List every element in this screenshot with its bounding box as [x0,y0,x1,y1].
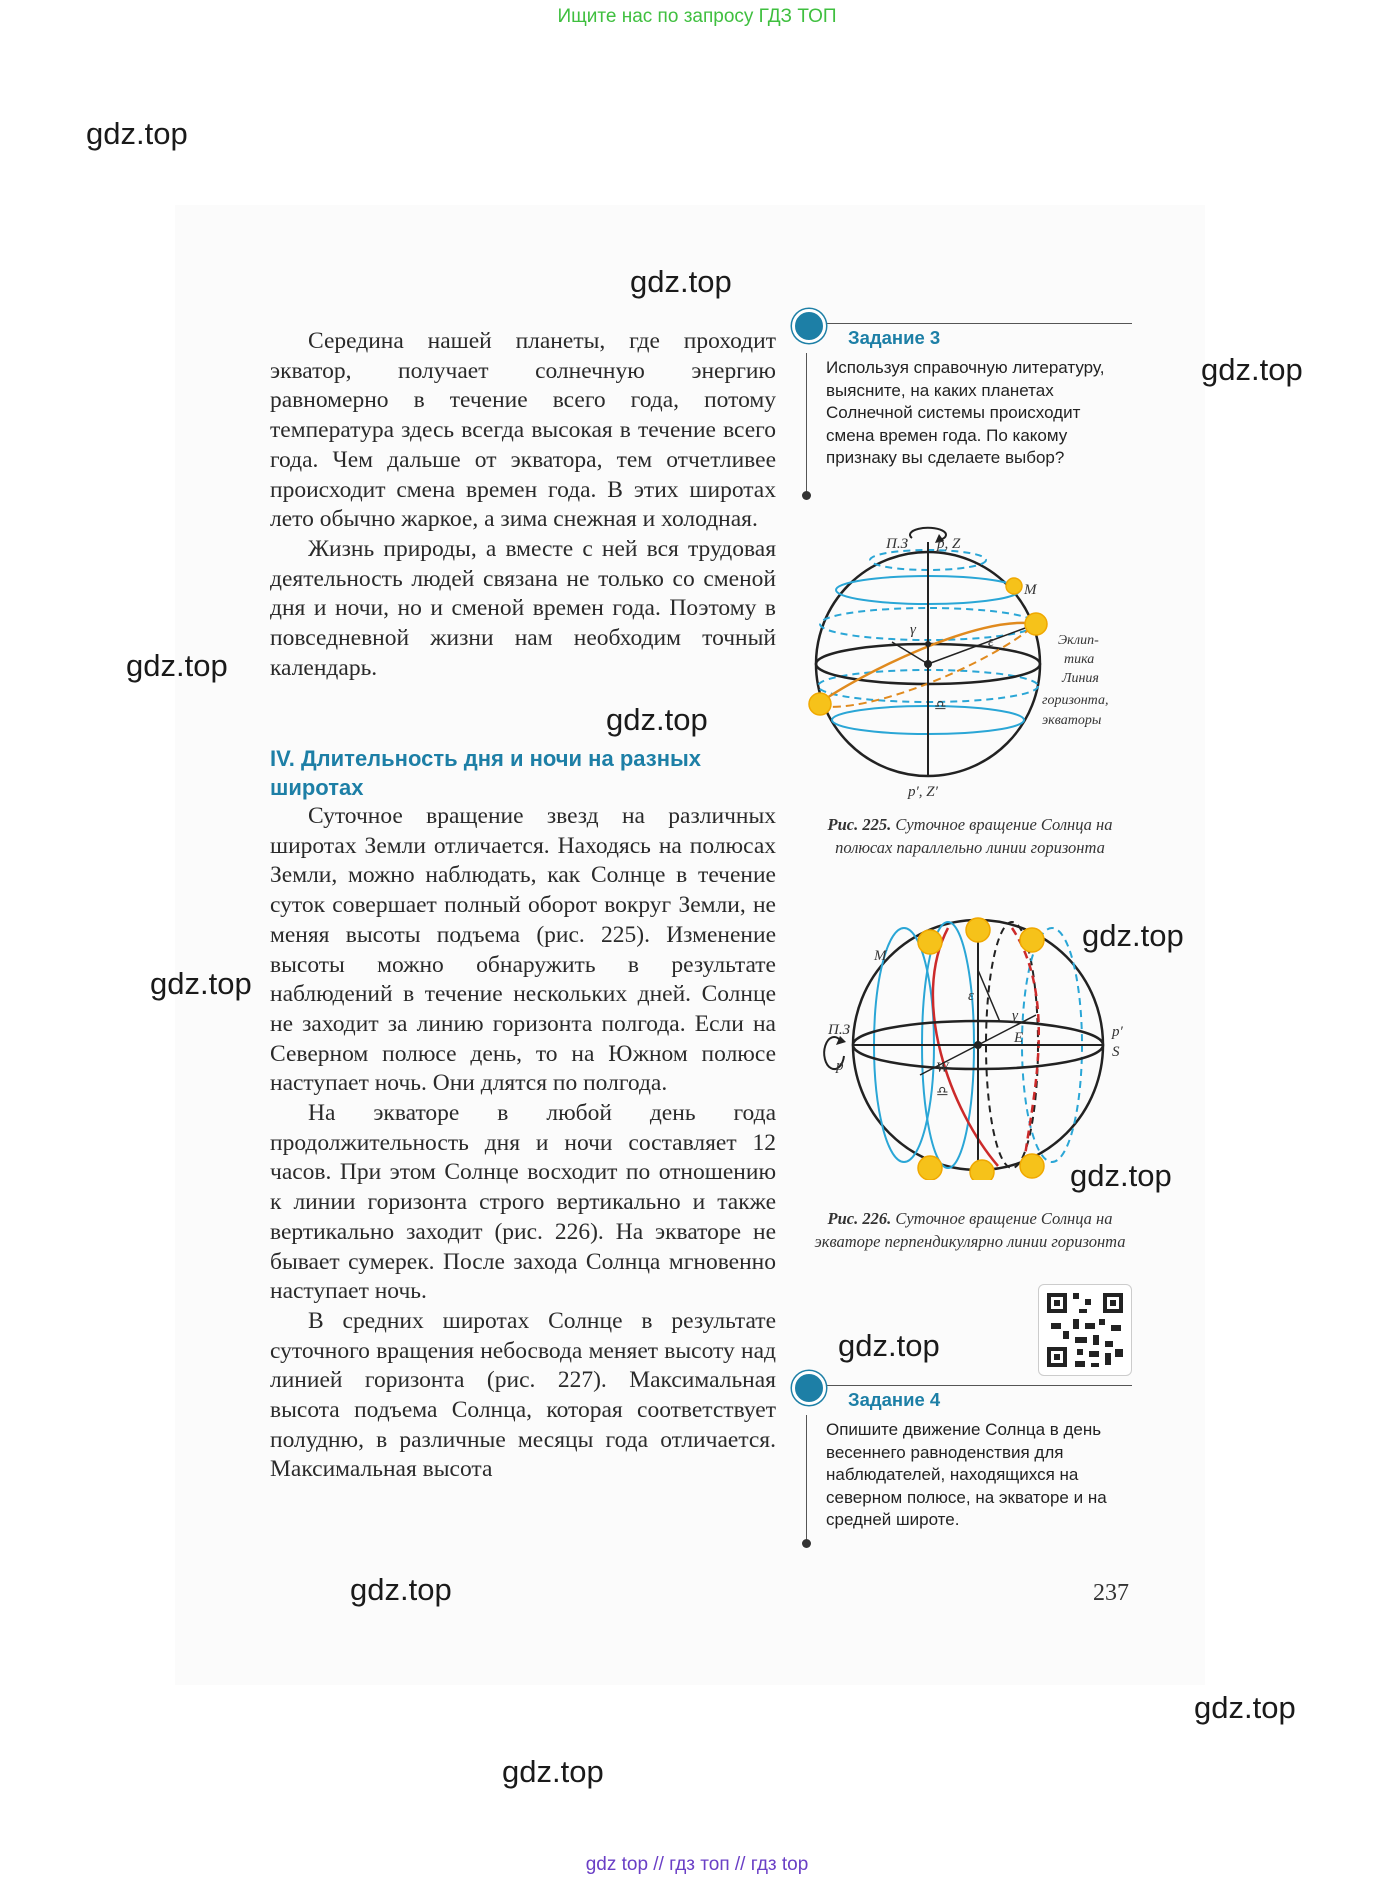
task-text: Используя справочную литературу, выясните, на каких планетах Солнечной системы происходит смена времен года. По какому признаку вы сделаете выбор? [826,358,1105,468]
figure-226-caption [800,1208,1140,1253]
caption-text: Суточное вращение Солнца на экваторе перпендикулярно линии горизонта [814,1209,1126,1251]
label-s: S [1112,1044,1120,1060]
watermark: gdz.top [1082,918,1184,953]
label-eps: ε [968,988,974,1004]
label-pp: p′ [1112,1024,1123,1040]
paragraph: Середина нашей планеты, где проходит экватор, получает солнечную энергию равномерно в течение всего года, потому температура здесь всегда высокая в течение всего года. Чем дальше от экватора, тем отчетливее происходит смена времен года. В этих широтах лето обычно жаркое, а зима снежная и холодная. [270,328,776,533]
watermark: gdz.top [150,966,252,1001]
text-block-latitudes [270,802,776,1485]
watermark: gdz.top [1070,1158,1172,1193]
watermark: gdz.top [126,648,228,683]
label-side: Эклип- [1058,633,1099,648]
label-w: W [936,1060,949,1076]
label-top: p, Z [937,536,961,552]
figure-225-polar-sphere [800,514,1140,804]
paragraph: На экваторе в любой день года продолжительность дня и ночи составляет 12 часов. При этом Солнце восходит по отношению к линии горизонта строго вертикально и также вертикально заходит (рис. 226). На экваторе не бывает сумерек. После захода Солнца мгновенно наступает ночь. [270,1100,776,1305]
label-e: E [1014,1030,1024,1046]
label-eps: ε [988,634,994,650]
figure-225-caption [800,814,1140,859]
label-m: M [874,948,887,964]
label-p: p [836,1058,844,1074]
caption-number: Рис. 225. [827,815,892,834]
label-libra: ♎ [934,698,947,714]
label-libra: ♎ [936,1084,949,1100]
figure-226-equatorial-sphere [800,910,1140,1180]
footer-links[interactable]: gdz top // гдз топ // гдз top [585,1854,809,1875]
label-pz: П.З [828,1022,851,1038]
watermark: gdz.top [502,1754,604,1789]
task-text: Опишите движение Солнца в день весеннего равноденствия для наблюдателей, находящихся на северном полюсе, на экваторе и на средней широте. [826,1420,1107,1530]
watermark: gdz.top [350,1572,452,1607]
paragraph: Жизнь природы, а вместе с ней вся трудовая деятельность людей связана не только со сменой дня и ночи, но и сменой времен года. Поэтому в повседневной жизни нам необходим точный календарь. [270,535,776,681]
task-box-3 [792,323,1132,503]
task-title: Задание 4 [848,1389,941,1410]
label-m: M [1024,582,1037,598]
label-gamma: γ [910,622,916,638]
watermark: gdz.top [1194,1690,1296,1725]
qr-code-image[interactable] [1038,1284,1132,1376]
label-pz: П.З [886,536,909,552]
watermark: gdz.top [838,1328,940,1363]
task-box-4 [792,1385,1132,1565]
label-side: тика [1064,652,1095,667]
watermark: gdz.top [630,264,732,299]
label-side: экваторы [1042,713,1102,728]
search-banner[interactable]: Ищите нас по запросу ГДЗ ТОП [557,6,837,27]
label-gamma: γ [1012,1008,1018,1024]
caption-number: Рис. 226. [827,1209,892,1228]
section-heading: IV. Длительность дня и ночи на разных широтах [270,746,702,800]
label-side: горизонта, [1042,693,1109,708]
watermark: gdz.top [86,116,188,151]
page-number: 237 [1093,1580,1129,1606]
task-icon [792,309,826,343]
caption-text: Суточное вращение Солнца на полюсах параллельно линии горизонта [835,815,1113,857]
task-title: Задание 3 [848,327,941,348]
paragraph: Суточное вращение звезд на различных широтах Земли отличается. Находясь на полюсах Земли, можно наблюдать, как Солнце в течение суток совершает полный оборот вокруг Земли, не меняя высоты подъема (рис. 225). Изменение высоты можно обнаружить в результате наблюдений в течение нескольких дней. Солнце не заходит за линию горизонта полгода. Если на Северном полюсе день, то на Южном полюсе наступает ночь. Они длятся по полгода. [270,803,776,1097]
paragraph: В средних широтах Солнце в результате суточного вращения небосвода меняет высоту над линией горизонта (рис. 227). Максимальная высота подъема Солнца, которая соответствует полудню, в различные месяцы года отличается. Максимальная высота [270,1307,776,1483]
label-side: Линия [1062,671,1099,686]
watermark: gdz.top [606,702,708,737]
label-bottom: p′, Z′ [908,784,938,800]
text-block-intro [270,327,776,683]
task-icon [792,1371,826,1405]
watermark: gdz.top [1201,352,1303,387]
